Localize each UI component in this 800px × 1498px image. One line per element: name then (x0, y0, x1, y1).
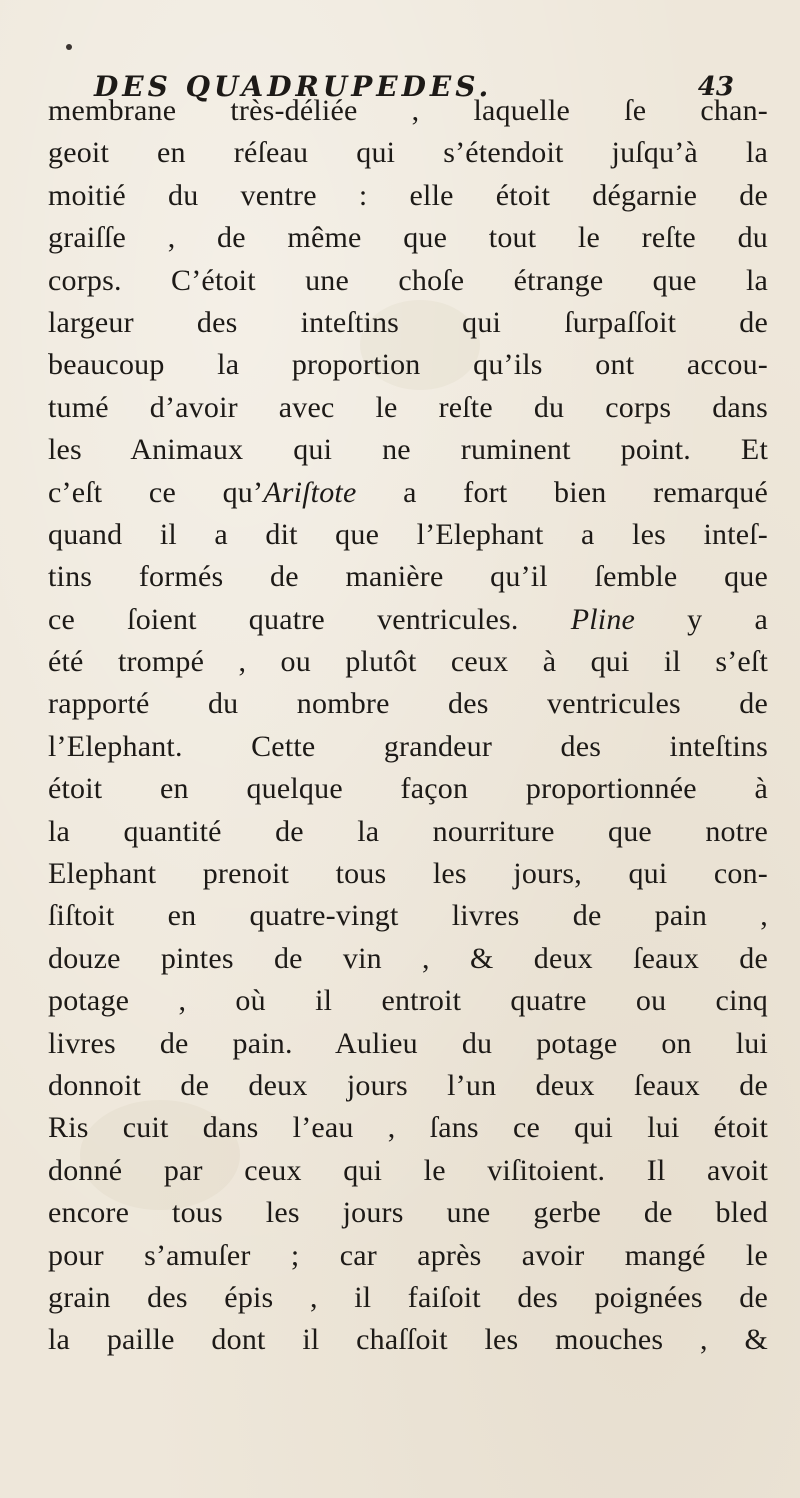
text-segment: largeur des inteſtins qui ſurpaſſoit de (48, 305, 768, 339)
text-segment: tumé d’avoir avec le reſte du corps dans (48, 390, 768, 424)
text-line (48, 895, 768, 937)
text-line (48, 260, 768, 302)
text-segment: ſiſtoit en quatre-vingt livres de pain , (48, 899, 768, 933)
text-line (48, 811, 768, 853)
text-segment: c’eſt ce qu’ (48, 475, 264, 509)
page-number: 43 (697, 72, 734, 102)
text-segment: moitié du ventre : elle étoit dégarnie de (48, 178, 768, 212)
text-segment: l’Elephant. Cette grandeur des inteſtins (48, 729, 768, 763)
text-line (48, 768, 768, 810)
text-segment: livres de pain. Aulieu du potage on lui (48, 1026, 768, 1060)
text-segment: graiſſe , de même que tout le reſte du (48, 221, 768, 255)
text-segment: corps. C’étoit une choſe étrange que la (48, 263, 768, 297)
text-line (48, 344, 768, 386)
text-segment: y a (635, 602, 768, 636)
text-line (48, 726, 768, 768)
text-segment: douze pintes de vin , & deux ſeaux de (48, 941, 768, 975)
text-line (48, 387, 768, 429)
text-line (48, 1107, 768, 1149)
text-line (48, 556, 768, 598)
text-line (48, 302, 768, 344)
text-line (48, 472, 768, 514)
printer-mark (66, 44, 72, 50)
text-segment: rapporté du nombre des ventricules de (48, 687, 768, 721)
text-segment: geoit en réſeau qui s’étendoit juſqu’à la (48, 136, 768, 170)
body-text (48, 90, 768, 1362)
text-segment: grain des épis , il faiſoit des poignées de (48, 1280, 768, 1314)
text-segment: Ris cuit dans l’eau , ſans ce qui lui étoit (48, 1111, 768, 1145)
text-line (48, 683, 768, 725)
text-line (48, 1319, 768, 1361)
text-segment: tins formés de manière qu’il ſemble que (48, 560, 768, 594)
text-segment: étoit en quelque façon proportionnée à (48, 772, 768, 806)
text-segment: pour s’amuſer ; car après avoir mangé le (48, 1238, 768, 1272)
text-line (48, 853, 768, 895)
text-line (48, 1192, 768, 1234)
text-segment: encore tous les jours une gerbe de bled (48, 1196, 768, 1230)
text-line (48, 938, 768, 980)
text-segment: Elephant prenoit tous les jours, qui con- (48, 857, 768, 891)
text-line (48, 1235, 768, 1277)
text-line (48, 217, 768, 259)
text-line (48, 90, 768, 132)
italic-name: Pline (570, 602, 636, 636)
text-segment: la paille dont il chaſſoit les mouches , & (48, 1323, 768, 1357)
text-line (48, 1065, 768, 1107)
text-line (48, 1277, 768, 1319)
running-title: DES QUADRUPEDES. (94, 70, 493, 103)
text-line (48, 1150, 768, 1192)
text-line (48, 175, 768, 217)
text-line (48, 514, 768, 556)
text-line (48, 599, 768, 641)
text-segment: été trompé , ou plutôt ceux à qui il s’eſt (48, 645, 768, 679)
text-line (48, 132, 768, 174)
italic-name: Ariſtote (263, 475, 357, 509)
text-line (48, 429, 768, 471)
text-line (48, 1023, 768, 1065)
text-segment: les Animaux qui ne ruminent point. Et (48, 433, 768, 467)
text-line (48, 641, 768, 683)
text-segment: potage , où il entroit quatre ou cinq (48, 984, 768, 1018)
text-segment: la quantité de la nourriture que notre (48, 814, 768, 848)
text-segment: a fort bien remarqué (356, 475, 768, 509)
text-segment: donnoit de deux jours l’un deux ſeaux de (48, 1068, 768, 1102)
text-segment: beaucoup la proportion qu’ils ont accou- (48, 348, 768, 382)
text-line (48, 980, 768, 1022)
text-segment: ce ſoient quatre ventricules. (48, 602, 571, 636)
text-segment: donné par ceux qui le viſitoient. Il avoit (48, 1153, 768, 1187)
text-segment: quand il a dit que l’Elephant a les inteſ- (48, 517, 768, 551)
text-segment: membrane très-déliée , laquelle ſe chan- (48, 94, 768, 127)
